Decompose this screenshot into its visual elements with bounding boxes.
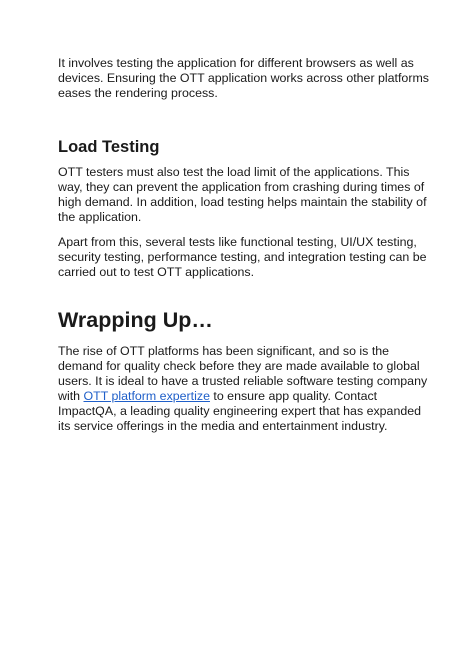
- wrapping-up-heading: Wrapping Up…: [58, 308, 213, 332]
- wrapping-up-text-before-link: The rise of OTT platforms has been significant, and so is the demand for quality check before they are made available to global users. It is ideal to have a trusted reliable software testing company with: [58, 344, 428, 403]
- ott-platform-expertize-link[interactable]: OTT platform expertize: [83, 389, 210, 403]
- wrapping-up-text-after-link: to ensure app quality. Contact ImpactQA, a leading quality engineering expert that has expanded its service offerings in the media and entertainment industry.: [58, 389, 422, 433]
- load-testing-paragraph: OTT testers must also test the load limit of the applications. This way, they can prevent the application from crashing during times of high demand. In addition, load testing helps maintain the stability of the application.: [58, 165, 427, 224]
- intro-paragraph: It involves testing the application for different browsers as well as devices. Ensuring the OTT application works across other platforms eases the rendering process.: [58, 56, 429, 100]
- wrapping-up-paragraph: [58, 344, 430, 434]
- other-tests-paragraph: Apart from this, several tests like functional testing, UI/UX testing, security testing, performance testing, and integration testing can be carried out to test OTT applications.: [58, 235, 427, 279]
- load-testing-heading: Load Testing: [58, 138, 160, 156]
- document-page: [58, 56, 430, 434]
